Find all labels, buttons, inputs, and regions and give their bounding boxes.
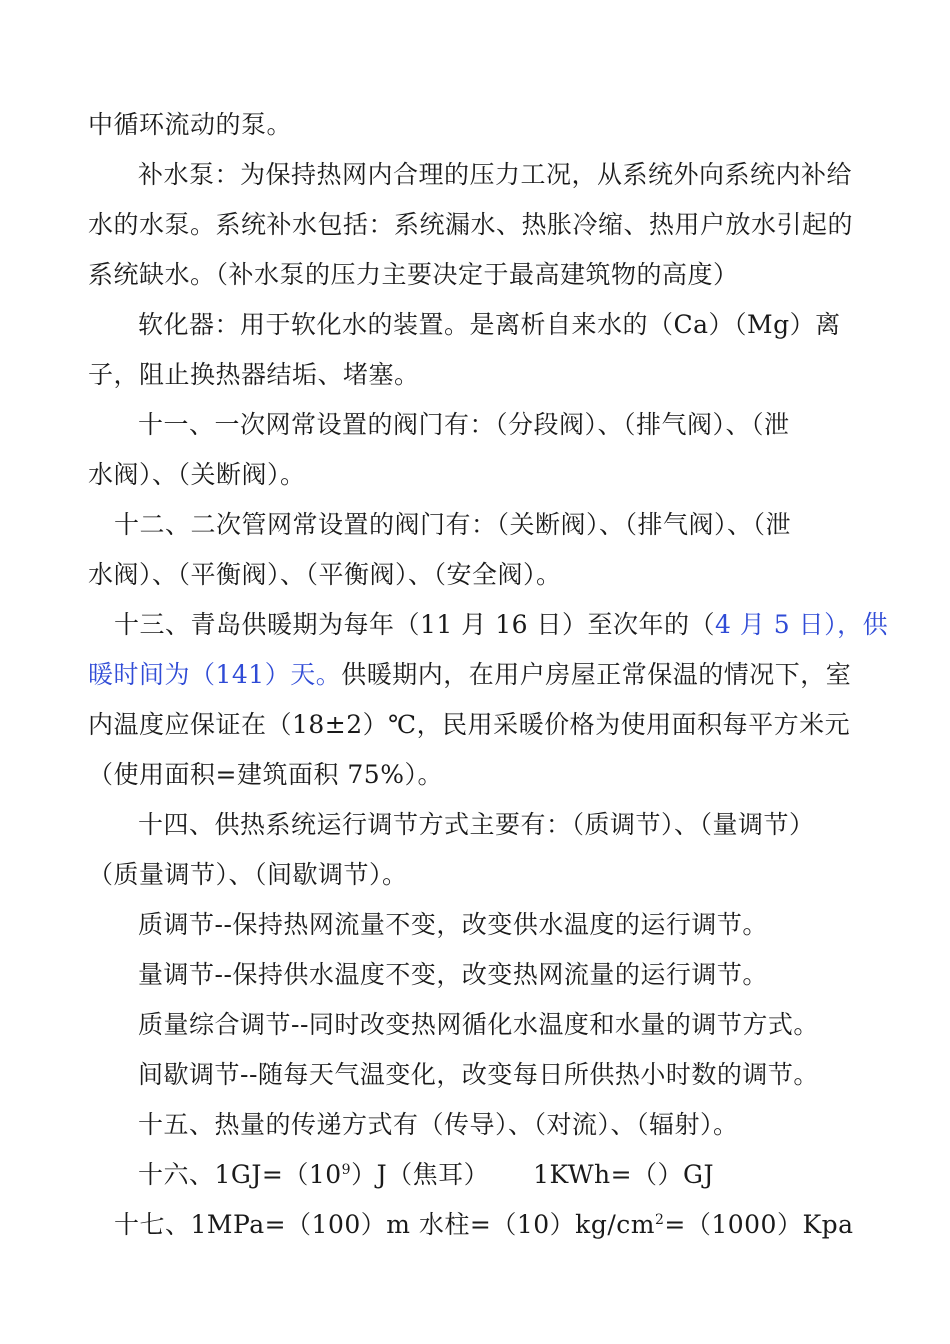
- text-line: [138, 308, 841, 342]
- text-span: 供暖期内，在用户房屋正常保温的情况下，室: [341, 660, 852, 689]
- text-span: 十五、热量的传递方式有（传导）、（对流）、（辐射）。: [138, 1110, 739, 1139]
- text-line: [138, 908, 768, 942]
- text-line: [114, 608, 888, 642]
- text-line: [138, 1008, 819, 1042]
- text-span: 间歇调节--随每天气温变化，改变每日所供热小时数的调节。: [138, 1060, 819, 1089]
- text-span: 十一、一次网常设置的阀门有：（分段阀）、（排气阀）、（泄: [138, 410, 790, 439]
- text-line: [114, 1208, 854, 1242]
- text-span: 十七、1MPa=（100）m 水柱=（10）kg/cm: [114, 1210, 655, 1239]
- text-line: [114, 508, 791, 542]
- text-span: 子，阻止换热器结垢、堵塞。: [88, 360, 420, 389]
- text-span: 十六、1GJ=（10: [138, 1160, 342, 1189]
- text-line: [88, 258, 739, 292]
- text-line: [138, 808, 815, 842]
- text-span: 补水泵：为保持热网内合理的压力工况，从系统外向系统内补给: [138, 160, 853, 189]
- text-span: 质量综合调节--同时改变热网循化水温度和水量的调节方式。: [138, 1010, 819, 1039]
- text-span: 水阀）、（关断阀）。: [88, 460, 306, 489]
- text-line: [138, 158, 852, 192]
- text-span: 十四、供热系统运行调节方式主要有：（质调节）、（量调节）: [138, 810, 815, 839]
- text-line: [138, 408, 790, 442]
- text-span: 系统缺水。（补水泵的压力主要决定于最高建筑物的高度）: [88, 260, 739, 289]
- text-span: 中循环流动的泵。: [88, 110, 293, 139]
- text-line: [138, 1158, 714, 1192]
- text-span: 水的水泵。系统补水包括：系统漏水、热胀冷缩、热用户放水引起的: [88, 210, 854, 239]
- superscript: 2: [654, 1212, 665, 1228]
- text-line: [88, 458, 306, 492]
- text-span: 十二、二次管网常设置的阀门有：（关断阀）、（排气阀）、（泄: [114, 510, 792, 539]
- highlighted-text: 4 月 5 日），供: [714, 610, 889, 639]
- text-span: 量调节--保持供水温度不变，改变热网流量的运行调节。: [138, 960, 768, 989]
- text-line: [138, 1058, 819, 1092]
- text-span: 软化器：用于软化水的装置。是离析自来水的（Ca）（Mg）离: [138, 310, 841, 339]
- superscript: 9: [341, 1162, 352, 1178]
- text-span: 十三、青岛供暖期为每年（11 月 16 日）至次年的（: [114, 610, 715, 639]
- text-line: [88, 708, 850, 742]
- text-line: [138, 1108, 739, 1142]
- text-span: （质量调节）、（间歇调节）。: [88, 860, 408, 889]
- text-span: 质调节--保持热网流量不变，改变供水温度的运行调节。: [138, 910, 768, 939]
- text-span: 水阀）、（平衡阀）、（平衡阀）、（安全阀）。: [88, 560, 562, 589]
- text-span: （使用面积=建筑面积 75%）。: [88, 760, 443, 789]
- text-line: [88, 858, 408, 892]
- text-span: 1KWh=（）GJ: [533, 1160, 715, 1189]
- text-line: [138, 958, 768, 992]
- highlighted-text: 暖时间为（141）天。: [88, 660, 342, 689]
- text-line: [88, 358, 420, 392]
- text-span: 内温度应保证在（18±2）℃，民用采暖价格为使用面积每平方米元: [88, 710, 851, 739]
- text-line: [88, 208, 853, 242]
- text-line: [88, 558, 562, 592]
- text-line: [88, 108, 292, 142]
- text-span: =（1000）Kpa: [664, 1210, 854, 1239]
- text-span: ）J（焦耳）: [351, 1160, 490, 1189]
- text-line: [88, 758, 443, 792]
- text-line: [88, 658, 851, 692]
